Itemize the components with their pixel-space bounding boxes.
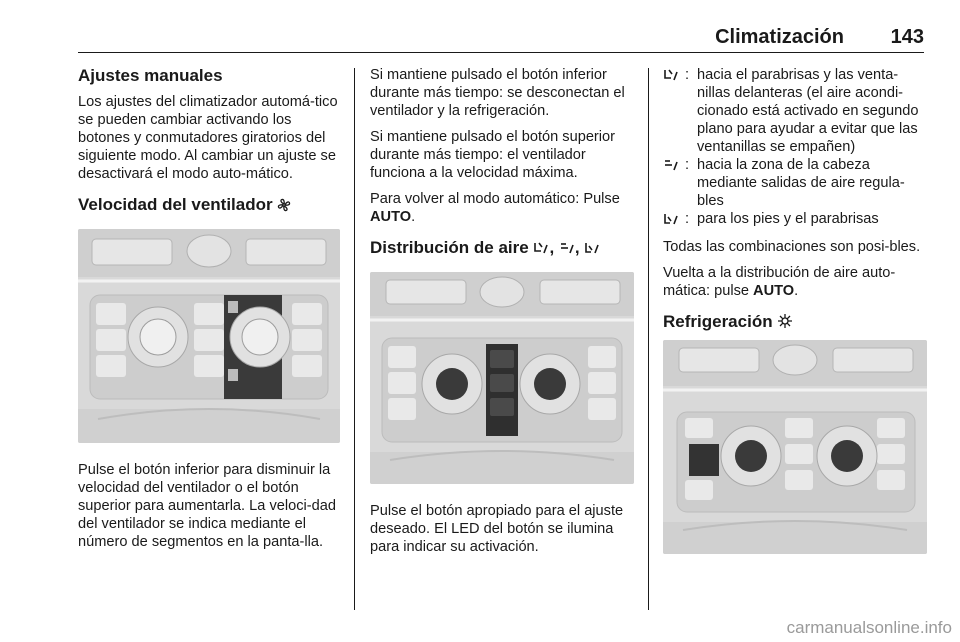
header-rule — [78, 52, 924, 53]
legend-item-windscreen — [663, 66, 928, 156]
paragraph-manual-settings: Los ajustes del climatizador automá-tico se pueden cambiar activando los botones y conmutadores giratorios del siguiente modo. Al cambiar un ajuste se desactivará el modo auto-mático. — [78, 94, 338, 182]
paragraph-fan-speed: Pulse el botón inferior para disminuir la velocidad del ventilador o el botón superior para aumentarla. La veloci-dad del ventilador se indica mediante el número de segmentos en la panta-lla. — [78, 462, 336, 550]
legend-colon: : — [685, 211, 690, 227]
figure-cooling-panel — [663, 340, 927, 554]
heading-fan-speed — [78, 195, 340, 215]
column-1 — [78, 66, 340, 559]
figure-air-distribution-panel — [370, 272, 634, 484]
heading-fan-speed-text: Velocidad del ventilador — [78, 195, 273, 214]
windscreen-airflow-icon — [533, 241, 549, 255]
section-title: Climatización — [715, 26, 844, 48]
head-airflow-icon — [663, 158, 679, 172]
paragraph-auto-distribution-text: Vuelta a la distribución de aire auto-mática: pulse — [663, 265, 896, 299]
figure-fan-control-panel — [78, 229, 340, 443]
column-2 — [370, 66, 634, 564]
heading-air-distribution-text: Distribución de aire — [370, 238, 529, 257]
paragraph-auto-return-end: . — [411, 209, 416, 225]
legend-colon: : — [685, 67, 690, 83]
snowflake-icon — [777, 313, 793, 329]
paragraph-auto-distribution-end: . — [794, 283, 799, 299]
paragraph-auto-return-text: Para volver al modo automático: Pulse — [370, 191, 620, 207]
column-3 — [663, 66, 928, 572]
column-divider-2 — [648, 68, 649, 610]
feet-windscreen-airflow-icon — [663, 212, 679, 226]
feet-windscreen-airflow-icon — [584, 241, 600, 255]
paragraph-auto-distribution — [663, 264, 928, 300]
page-number: 143 — [890, 26, 924, 48]
legend-text: hacia la zona de la cabeza mediante salidas de aire regula-bles — [697, 157, 905, 209]
legend-text: para los pies y el parabrisas — [697, 211, 879, 227]
paragraph-press-button: Pulse el botón apropiado para el ajuste deseado. El LED del botón se ilumina para indicar su activación. — [370, 503, 624, 555]
heading-air-distribution: Distribución de aire , , — [370, 238, 634, 258]
watermark: carmanualsonline.info — [786, 618, 952, 637]
page-header — [78, 24, 924, 52]
head-airflow-icon — [559, 241, 575, 255]
heading-manual-settings: Ajustes manuales — [78, 66, 223, 85]
auto-label: AUTO — [370, 209, 412, 225]
heading-cooling-text: Refrigeración — [663, 312, 773, 331]
paragraph-hold-lower: Si mantiene pulsado el botón inferior durante más tiempo: se desconectan el ventilador y la refrigeración. — [370, 67, 625, 119]
air-distribution-legend — [663, 66, 928, 228]
paragraph-auto-return — [370, 190, 634, 226]
windscreen-airflow-icon — [663, 68, 679, 82]
legend-text: hacia el parabrisas y las venta-nillas delanteras (el aire acondi-cionado está activado en segundo plano para ayudar a evitar que las ventanillas se empañen) — [697, 67, 919, 155]
column-divider-1 — [354, 68, 355, 610]
legend-item-feet-windscreen — [663, 210, 928, 228]
legend-colon: : — [685, 157, 690, 173]
heading-cooling — [663, 312, 928, 332]
paragraph-combinations: Todas las combinaciones son posi-bles. — [663, 239, 921, 255]
paragraph-hold-upper: Si mantiene pulsado el botón superior durante más tiempo: el ventilador funciona a la velocidad máxima. — [370, 129, 616, 181]
auto-label: AUTO — [753, 283, 795, 299]
legend-item-head — [663, 156, 928, 210]
fan-icon — [277, 198, 291, 212]
